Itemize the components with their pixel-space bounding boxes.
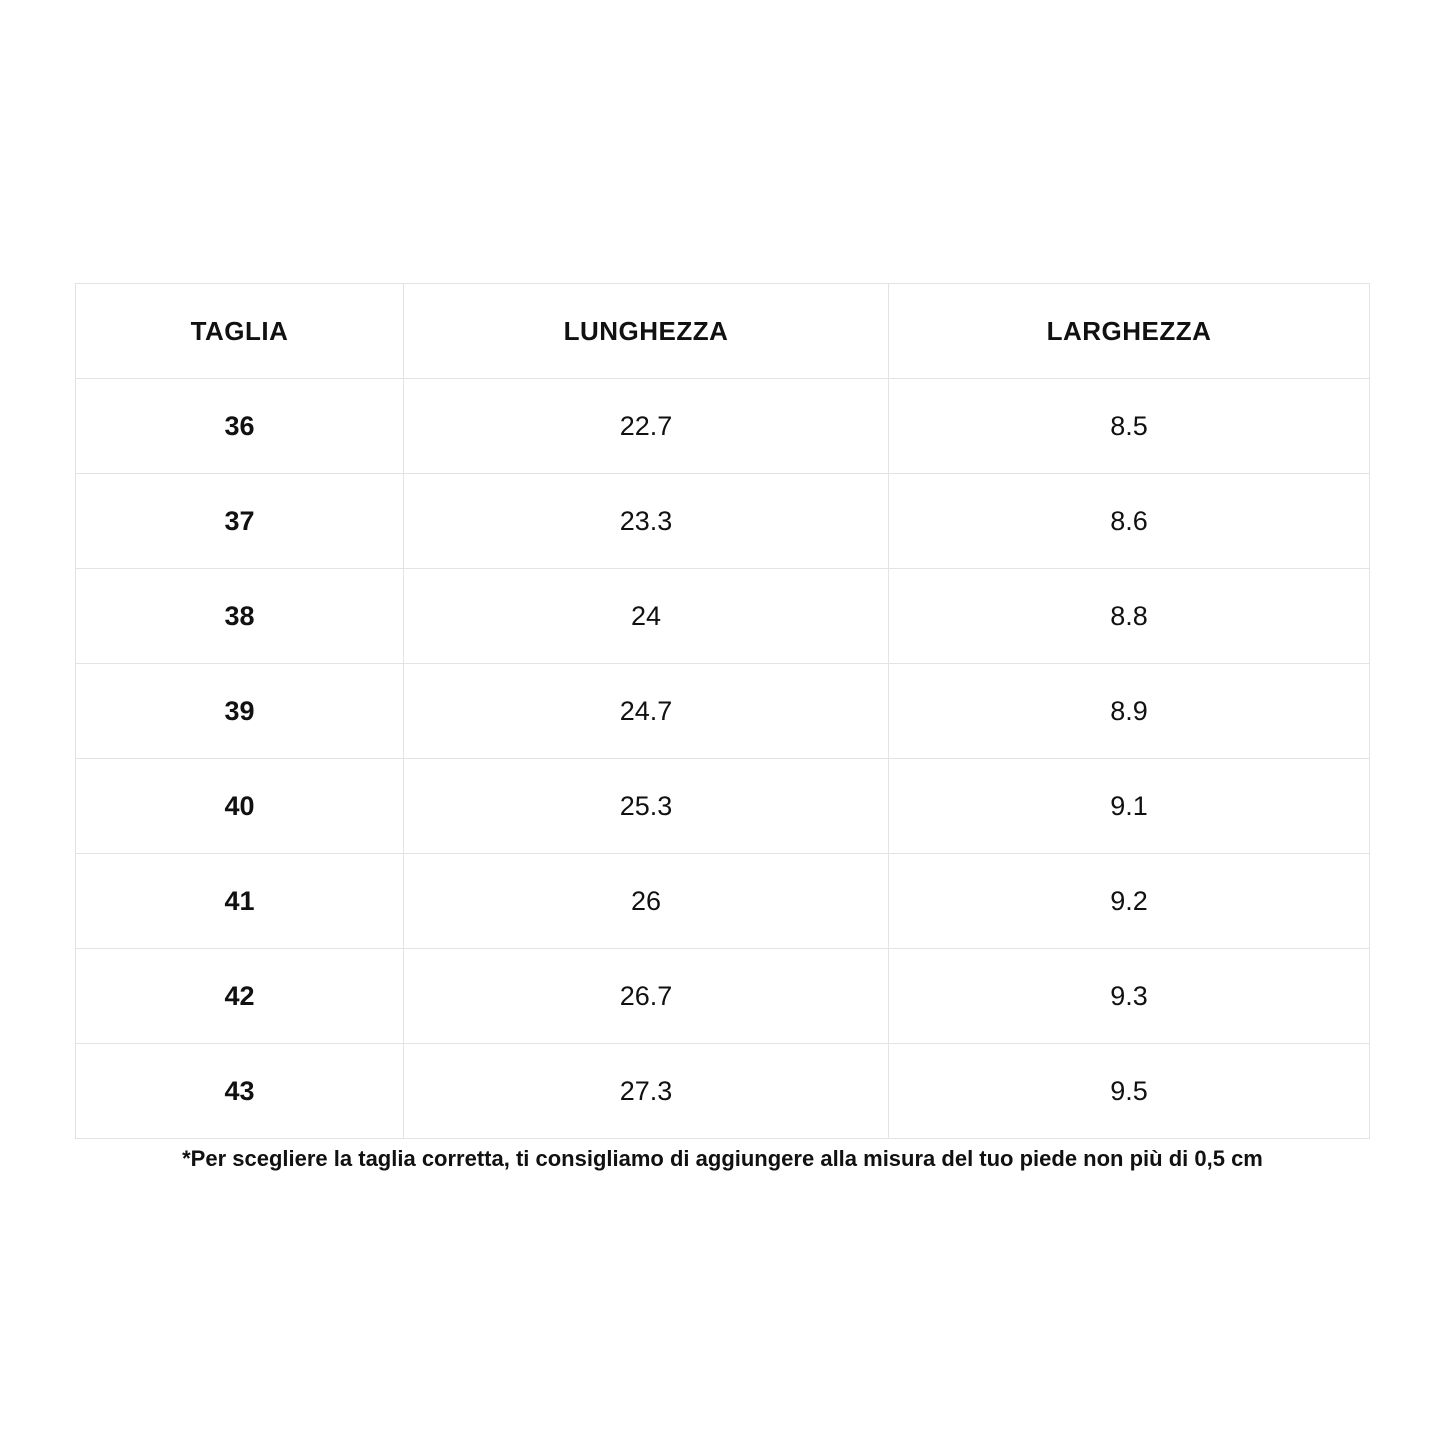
- footnote: *Per scegliere la taglia corretta, ti consigliamo di aggiungere alla misura del tuo piede non più di 0,5 cm: [182, 1146, 1263, 1171]
- length-cell: 22.7: [404, 379, 889, 474]
- size-cell: 37: [76, 474, 404, 569]
- length-cell: 26.7: [404, 949, 889, 1044]
- header-larghezza: LARGHEZZA: [889, 284, 1370, 379]
- width-cell: 9.5: [889, 1044, 1370, 1139]
- width-cell: 8.8: [889, 569, 1370, 664]
- size-cell: 36: [76, 379, 404, 474]
- table-row: [76, 1044, 1370, 1139]
- length-cell: 26: [404, 854, 889, 949]
- table-row: [76, 474, 1370, 569]
- length-cell: 24: [404, 569, 889, 664]
- width-cell: 8.9: [889, 664, 1370, 759]
- length-cell: 24.7: [404, 664, 889, 759]
- width-cell: 9.2: [889, 854, 1370, 949]
- length-cell: 27.3: [404, 1044, 889, 1139]
- size-cell: 39: [76, 664, 404, 759]
- table-row: [76, 854, 1370, 949]
- length-cell: 23.3: [404, 474, 889, 569]
- size-cell: 42: [76, 949, 404, 1044]
- width-cell: 9.1: [889, 759, 1370, 854]
- width-cell: 8.6: [889, 474, 1370, 569]
- table-row: [76, 664, 1370, 759]
- header-lunghezza: LUNGHEZZA: [404, 284, 889, 379]
- width-cell: 8.5: [889, 379, 1370, 474]
- table-header-row: [76, 284, 1370, 379]
- size-cell: 41: [76, 854, 404, 949]
- size-cell: 40: [76, 759, 404, 854]
- header-taglia: TAGLIA: [76, 284, 404, 379]
- length-cell: 25.3: [404, 759, 889, 854]
- table-row: [76, 759, 1370, 854]
- table-row: [76, 569, 1370, 664]
- table-row: [76, 949, 1370, 1044]
- size-cell: 43: [76, 1044, 404, 1139]
- size-cell: 38: [76, 569, 404, 664]
- table-row: [76, 379, 1370, 474]
- width-cell: 9.3: [889, 949, 1370, 1044]
- size-chart-table: [75, 283, 1370, 1139]
